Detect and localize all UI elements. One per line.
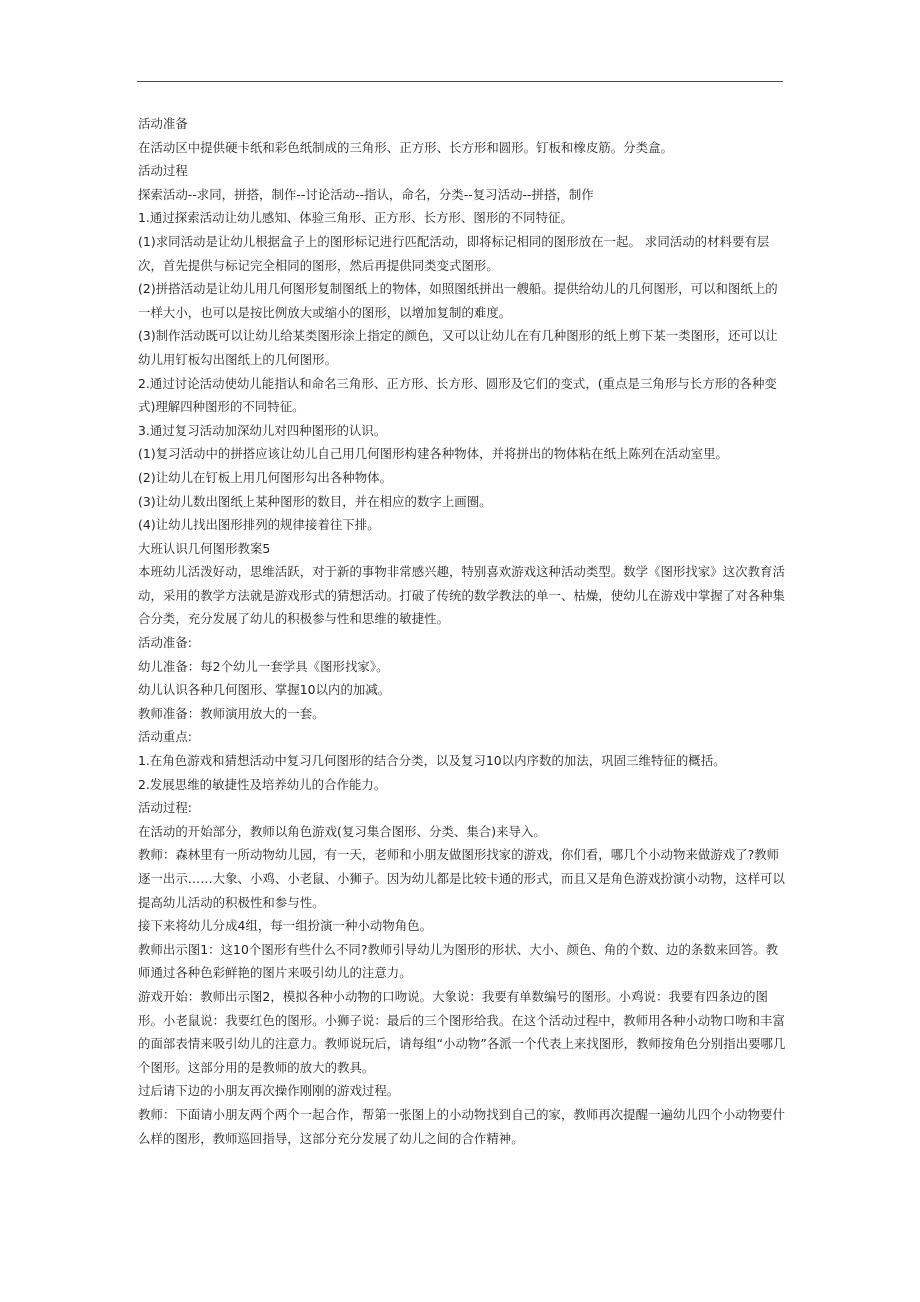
section-heading: 活动重点: (138, 729, 192, 745)
paragraph: 在活动区中提供硬卡纸和彩色纸制成的三角形、正方形、长方形和圆形。钉板和橡皮筋。分类盒。 (138, 139, 673, 155)
paragraph: 2.发展思维的敏捷性及培养幼儿的合作能力。 (138, 776, 387, 792)
paragraph: 1.通过探索活动让幼儿感知、体验三角形、正方形、长方形、图形的不同特征。 (138, 210, 573, 226)
paragraph: 幼儿准备：每2个幼儿一套学具《图形找家》。 (138, 658, 389, 674)
paragraph: 教师：森林里有一所动物幼儿园，有一天，老师和小朋友做图形找家的游戏，你们看，哪几个小动物来做游戏了?教师逐一出示……大象、小鸡、小老鼠、小狮子。因为幼儿都是比较卡通的形式，而且又是角色游戏扮演小动物，这样可以提高幼儿活动的积极性和参与性。 (138, 847, 785, 910)
paragraph: 幼儿认识各种几何图形、掌握10以内的加减。 (138, 682, 391, 698)
section-heading: 活动准备: (138, 635, 192, 651)
paragraph: 3.通过复习活动加深幼儿对四种图形的认识。 (138, 422, 387, 438)
paragraph: 本班幼儿活泼好动，思维活跃，对于新的事物非常感兴趣，特别喜欢游戏这种活动类型。数学《图形找家》这次教育活动，采用的教学方法就是游戏形式的猜想活动。打破了传统的数学教法的单一、枯燥，使幼儿在游戏中掌握了对各种集合分类，充分发展了幼儿的积极参与性和思维的敏捷性。 (138, 564, 785, 627)
paragraph: (2)拼搭活动是让幼儿用几何图形复制图纸上的物体，如照图纸拼出一艘船。提供给幼儿的几何图形，可以和图纸上的一样大小，也可以是按比例放大或缩小的图形，以增加复制的难度。 (138, 281, 778, 320)
paragraph: 接下来将幼儿分成4组，每一组扮演一种小动物角色。 (138, 918, 433, 934)
section-heading: 活动准备 (138, 116, 188, 131)
document-body (138, 112, 788, 1150)
paragraph: (3)制作活动既可以让幼儿给某类图形涂上指定的颜色，又可以让幼儿在有几种图形的纸上剪下某一类图形，还可以让幼儿用钉板勾出图纸上的几何图形。 (138, 328, 778, 367)
section-heading: 活动过程: (138, 800, 192, 816)
section-title: 大班认识几何图形教案5 (138, 540, 271, 556)
paragraph: 探索活动--求同，拼搭，制作--讨论活动--指认，命名，分类--复习活动--拼搭，制作 (138, 186, 594, 202)
paragraph: 游戏开始：教师出示图2，模拟各种小动物的口吻说。大象说：我要有单数编号的图形。小鸡说：我要有四条边的图形。小老鼠说：我要红色的图形。小狮子说：最后的三个图形给我。在这个活动过程中，教师用各种小动物口吻和丰富的面部表情来吸引幼儿的注意力。教师说玩后，请每组“小动物”各派一个代表上来找图形，教师按角色分别指出要哪几个图形。这部分用的是教师的放大的教具。 (138, 988, 786, 1075)
header-rule (137, 81, 783, 82)
paragraph: (1)复习活动中的拼搭应该让幼儿自己用几何图形构建各种物体，并将拼出的物体粘在纸上陈列在活动室里。 (138, 446, 728, 462)
paragraph: 过后请下边的小朋友再次操作刚刚的游戏过程。 (138, 1083, 400, 1099)
paragraph: 教师准备：教师演用放大的一套。 (138, 705, 325, 721)
paragraph: 2.通过讨论活动使幼儿能指认和命名三角形、正方形、长方形、圆形及它们的变式，(重点是三角形与长方形的各种变式)理解四种图形的不同特征。 (138, 375, 777, 415)
paragraph: 1.在角色游戏和猜想活动中复习几何图形的结合分类，以及复习10以内序数的加法，巩固三维特征的概括。 (138, 753, 726, 769)
paragraph: (4)让幼儿找出图形排列的规律接着往下排。 (138, 517, 380, 533)
paragraph: (2)让幼儿在钉板上用几何图形勾出各种物体。 (138, 469, 393, 485)
paragraph: 教师出示图1：这10个图形有些什么不同?教师引导幼儿为图形的形状、大小、颜色、角的个数、边的条数来回答。教师通过各种色彩鲜艳的图片来吸引幼儿的注意力。 (138, 941, 779, 981)
paragraph: 教师：下面请小朋友两个两个一起合作，帮第一张图上的小动物找到自己的家，教师再次提醒一遍幼儿四个小动物要什么样的图形，教师巡回指导，这部分充分发展了幼儿之间的合作精神。 (138, 1106, 785, 1146)
paragraph: (1)求同活动是让幼儿根据盒子上的图形标记进行匹配活动，即将标记相同的图形放在一起。 求同活动的材料要有层次，首先提供与标记完全相同的图形，然后再提供同类变式图形。 (138, 233, 770, 273)
section-heading: 活动过程 (138, 163, 188, 179)
paragraph: 在活动的开始部分，教师以角色游戏(复习集合图形、分类、集合)来导入。 (138, 823, 546, 839)
paragraph: (3)让幼儿数出图纸上某种图形的数目，并在相应的数字上画圈。 (138, 493, 492, 509)
